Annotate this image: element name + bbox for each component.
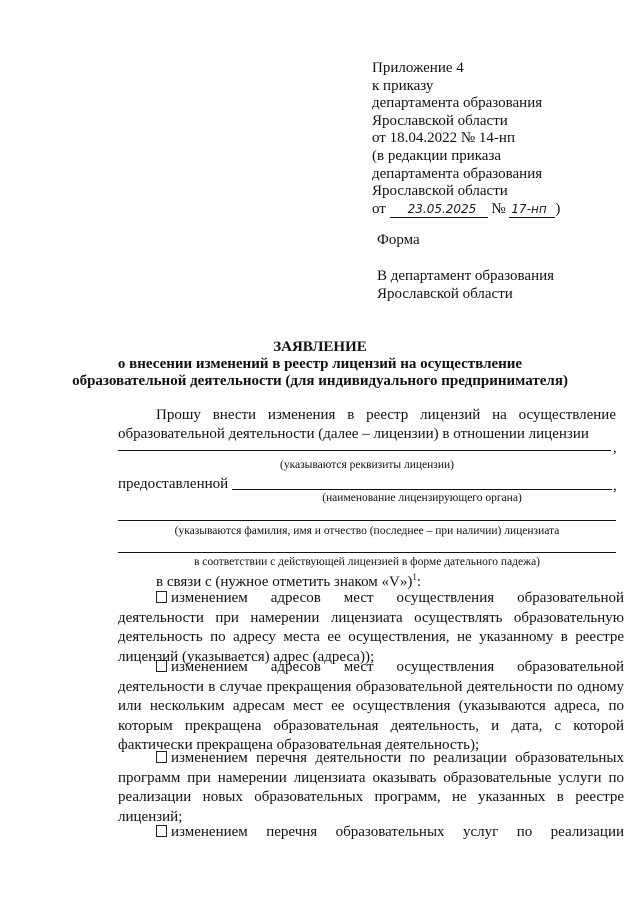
appendix-line: департамента образования [372,95,543,112]
appendix-line: к приказу [372,77,434,94]
addressee-line2: Ярославской области [377,286,513,302]
option-paragraph [118,658,624,756]
appendix-line: от 18.04.2022 № 14-нп [372,130,515,147]
number-field [509,202,555,218]
license-blank-line[interactable] [118,450,611,451]
date-field [390,202,488,218]
option-checkbox[interactable] [156,751,167,763]
option-paragraph [118,589,624,667]
document-subtitle-line1: о внесении изменений в реестр лицензий на осуществление [117,356,523,372]
option-checkbox[interactable] [156,825,167,837]
in-connection-text: в связи с (нужное отметить знаком «V») [156,574,413,590]
organ-caption: (наименование лицензирующего органа) [322,492,522,504]
option-text: изменением перечня образовательных услуг по реализации [171,824,624,840]
addressee-block [377,267,554,303]
dative-blank-line[interactable] [118,552,616,553]
granted-label: предоставленной [118,476,229,492]
handwritten-date: 23.05.2025 [407,202,477,217]
name-blank-line[interactable] [118,520,616,521]
dative-caption: в соответствии с действующей лицензией в форме дательного падежа) [193,556,541,568]
document-subtitle-line2: образовательной деятельности (для индивидуального предпринимателя) [72,373,568,389]
option-text: изменением перечня деятельности по реализации образовательных программ при намерении лицензиата оказывать образовательные услуги по реализации новых образовательных программ, не указанных в реестре лицензий; [118,750,624,825]
date-prefix: от [372,200,386,217]
comma: , [613,440,617,456]
footnote-mark: 1 [412,572,417,582]
colon: : [416,574,422,590]
license-caption: (указываются реквизиты лицензии) [280,459,454,471]
number-prefix: № [491,200,506,217]
form-label: Форма [377,232,420,248]
appendix-line: департамента образования [372,165,543,182]
option-text: изменением адресов мест осуществления образовательной деятельности при намерении лицензиата осуществлять образовательную деятельность по адресу места ее осуществления, не указанному в реестре лицензий (указывается) адрес (адреса)); [118,590,624,665]
option-checkbox[interactable] [156,660,167,672]
option-paragraph [118,749,624,827]
handwritten-number: 17-нп [511,202,547,217]
option-text: изменением адресов мест осуществления образовательной деятельности в случае прекращения образовательной деятельности по одному или нескольким адресам мест ее осуществления (указываются адреса, по которым прекращена образовательная деятельность, и дата, с которой фактически прекращена образовательная деятельность); [118,659,624,754]
amendment-date-line [372,201,560,219]
option-checkbox[interactable] [156,591,167,603]
appendix-line: Ярославской области [372,112,508,129]
addressee-line1: В департамент образования [377,268,555,284]
option-paragraph [118,823,624,843]
intro-paragraph: Прошу внести изменения в реестр лицензий на осуществление образовательной деятельности (далее – лицензии) в отношении лицензии [118,407,616,443]
document-title: ЗАЯВЛЕНИЕ [273,339,367,355]
appendix-line: Приложение 4 [372,60,464,76]
organ-blank-line[interactable] [232,489,612,490]
comma: , [613,478,617,494]
appendix-line: Ярославской области [372,183,508,200]
name-caption: (указываются фамилия, имя и отчество (последнее – при наличии) лицензиата [174,525,560,537]
close-paren: ) [555,200,561,217]
appendix-block [372,60,560,218]
appendix-line: (в редакции приказа [372,147,502,164]
